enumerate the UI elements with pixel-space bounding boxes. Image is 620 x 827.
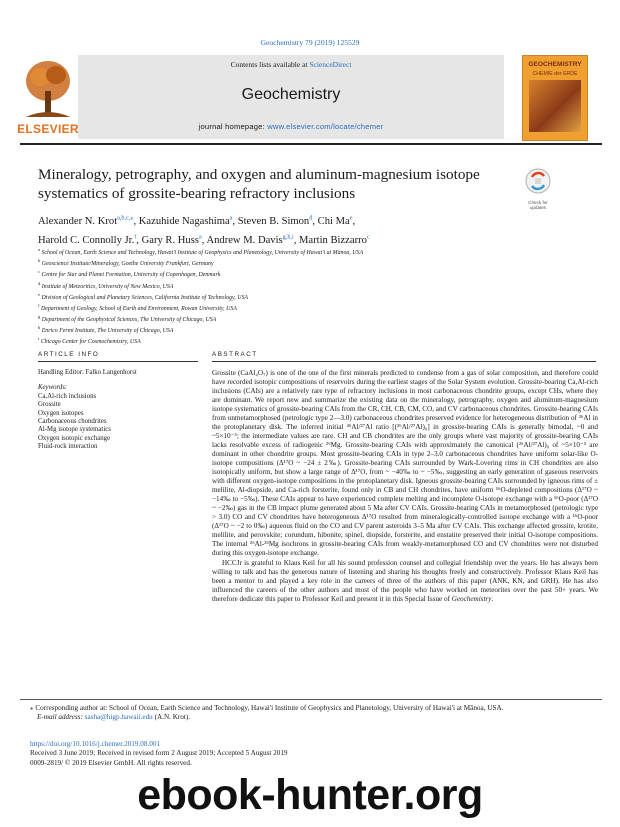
author[interactable]: Martin Bizzarro$^c$: [298, 233, 370, 247]
author[interactable]: Harold C. Connolly Jr.$^f$,: [38, 233, 142, 247]
email-link[interactable]: sasha@higp.hawaii.edu: [84, 713, 153, 722]
article-footer: [30, 740, 590, 768]
footnote-marker: ⁎: [30, 704, 34, 712]
author[interactable]: Andrew M. Davis$^{g,h,i}$,: [206, 233, 299, 247]
watermark: ebook-hunter.org: [137, 771, 483, 819]
badge-line-1: Check for: [528, 200, 548, 205]
article-title: Mineralogy, petrography, and oxygen and aluminum-magnesium isotope systematics of grossite-bearing refractory inclusions: [38, 166, 480, 202]
abstract-divider: [212, 361, 596, 362]
sciencedirect-link[interactable]: ScienceDirect: [309, 60, 352, 69]
affiliation: $^c$ Centre for Star and Planet Formation, University of Copenhagen, Denmark: [38, 269, 221, 279]
keyword: Carbonaceous chondrites: [38, 418, 107, 426]
contents-line: [78, 60, 504, 69]
cover-subtitle: CHEMIE der ERDE: [532, 71, 578, 77]
author[interactable]: Alexander N. Krot$^{a,b,c,⁎}$,: [38, 214, 139, 227]
email-line: E-mail address: sasha@higp.hawaii.edu (A.N. Krot).: [37, 713, 191, 722]
corresponding-author-footnote: [30, 704, 590, 723]
author[interactable]: Steven B. Simon$^d$,: [237, 214, 318, 227]
homepage-link[interactable]: www.elsevier.com/locate/chemer: [267, 122, 384, 131]
author[interactable]: Kazuhide Nagashima$^a$,: [138, 214, 238, 227]
dedication-paragraph: HCCJr is grateful to Klaus Keil for all his sound profession counsel and collegial friendship over the years. He has always been willing to talk and has the generous nature of listening and sharing his thoughts freely and constructively. Professor Klaus Keil has been a mentor to and played a key role in the careers of three of the authors of this paper (ANK, KN, and GRH). He has also influenced the careers of the other authors and most of the people who have worked on meteorites over the past 50+ years. We therefore dedicate this paper to Professor Keil and present it in this Special Issue of Geochemistry.: [212, 559, 598, 604]
contents-prefix: Contents lists available at: [230, 60, 310, 69]
corresponding-author-icon: ⁎: [130, 214, 134, 221]
keyword: Fluid-rock interaction: [38, 443, 98, 451]
elsevier-wordmark: ELSEVIER: [17, 122, 79, 136]
affiliation: $^g$ Department of the Geophysical Sciences, The University of Chicago, USA: [38, 314, 217, 323]
abstract-heading: ABSTRACT: [212, 351, 258, 358]
abstract-body: [212, 369, 598, 604]
keyword: Al-Mg isotope systematics: [38, 426, 111, 434]
header-divider: [20, 143, 602, 145]
author[interactable]: Gary R. Huss$^a$,: [141, 233, 207, 247]
abstract-paragraph: Grossite (CaAl₄O₇) is one of the one of the first minerals predicted to condense from a gas of solar composition, and therefore could have recorded isotopic compositions of reservoirs during the earliest stages of the Solar System evolution. Grossite-bearing Ca,Al-rich inclusions (CAIs) are a relatively rare type of refractory inclusions in most carbonaceous chondrite groups, except CHs, where they are dominant. We report new and summarize the existing data on the mineralogy, petrography, oxygen and aluminum-magnesium isotope systematics of grossite-bearing CAIs from the CR, CH, CB, CM, CO, and CV carbonaceous chondrites. Grossite-bearing CAIs from unmetamorphosed (petrologic type 2—3.0) carbonaceous chondrites preserved evidence for heterogeneous distribution of ²⁶Al in the protoplanetary disk. The inferred initial ²⁶Al/²⁷Al ratio [(²⁶Al/²⁷Al)₀] in grossite-bearing CAIs is generally bimodal, ~0 and ~5×10⁻⁵; the intermediate values are rare. CH and CB chondrites are the only groups where vast majority of grossite-bearing CAIs lacks resolvable excess of radiogenic ²⁶Mg. Grossite-bearing CAIs with approximately the canonical (²⁶Al/²⁷Al)₀ of ~5×10⁻⁵ are dominant in other chondrite groups. Most grossite-bearing CAIs in type 2–3.0 carbonaceous chondrites have uniform solar-like O-isotope compositions (Δ¹⁷O ~ −24 ± 2‰). Grossite-bearing CAIs surrounded by Wark-Lovering rims in CH chondrites are also isotopically uniform, but show a large range of Δ¹⁷O, from ~ −40‰ to ~ −5‰, suggesting an early generation of gaseous reservoirs with different oxygen-isotope compositions in the protoplanetary disk. Igneous grossite-bearing CAIs surrounded by igneous rims of ± melilite, Al-diopside, and Ca-rich forsterite, found only in CB and CH chondrites, have uniform ¹⁶O-depleted compositions (Δ¹⁷O ~ −14‰ to −5‰). These CAIs appear to have experienced complete melting and incomplete O-isotope exchange with a ¹⁶O-poor (Δ¹⁷O ~ −2‰) gas in the CB impact plume generated about 5 Ma after CV CAIs. Grossite-bearing CAIs in metamorphosed (petrologic type > 3.0) CO and CV chondrites have heterogeneous Δ¹⁷O resulted from mineralogically-controlled isotope exchange with a ¹⁶O-poor (Δ¹⁷O ~ −2 to 0‰) aqueous fluid on the CO and CV parent asteroids 3–5 Ma after CV CAIs. This exchange affected grossite, krotite, melilite, and perovskite; corundum, hibonite, spinel, diopside, forsterite, and enstatite preserved their initial O-isotope compositions. The internal ²⁶Al-²⁶Mg isochrons in grossite-bearing CAIs from weakly-metamorphosed CO and CV chondrites were not disturbed during this oxygen-isotope exchange.: [212, 369, 598, 558]
affiliation: $^f$ Department of Geology, School of Earth and Environment, Rowan University, USA: [38, 302, 237, 312]
copyright-line: 0009-2819/ © 2019 Elsevier GmbH. All rights reserved.: [30, 758, 192, 767]
homepage-prefix: journal homepage:: [198, 122, 268, 131]
affiliation: $^a$ School of Ocean, Earth Science and Technology, Hawai'i Institute of Geophysics and Planetology, University of Hawai'i at Mānoa, USA: [38, 247, 364, 256]
keyword: Ca,Al-rich inclusions: [38, 392, 97, 400]
check-for-updates-icon[interactable]: [524, 167, 552, 201]
doi-link[interactable]: https://doi.org/10.1016/j.chemer.2019.08.001: [30, 740, 161, 748]
keyword: Oxygen isotopic exchange: [38, 434, 111, 442]
article-info-divider: [38, 361, 198, 362]
keyword: Oxygen isotopes: [38, 409, 84, 417]
affiliation: $^b$ Geoscience Institute/Mineralogy, Goethe University Frankfurt, Germany: [38, 258, 214, 268]
author-list: [38, 210, 598, 249]
footnote-divider: [20, 699, 602, 700]
cover-image: [529, 80, 581, 132]
affiliation: $^d$ Institute of Meteoritics, University of New Mexico, USA: [38, 280, 174, 290]
check-for-updates-label[interactable]: [516, 200, 560, 211]
affiliation: $^e$ Division of Geological and Planetary Sciences, California Institute of Technology, USA: [38, 291, 249, 301]
keyword: Grossite: [38, 401, 61, 409]
article-info-heading: ARTICLE INFO: [38, 351, 100, 358]
affiliation: $^h$ Enrico Fermi Institute, The University of Chicago, USA: [38, 325, 174, 335]
journal-name: Geochemistry: [241, 86, 341, 103]
journal-reference[interactable]: Geochemistry 79 (2019) 125529: [260, 38, 360, 47]
journal-cover-thumbnail[interactable]: [522, 55, 588, 141]
handling-editor: Handling Editor: Falko Langenhorst: [38, 369, 137, 376]
article-dates: Received 3 June 2019; Received in revised form 2 August 2019; Accepted 5 August 2019: [30, 749, 288, 758]
affiliation-list: [38, 246, 598, 347]
journal-homepage-line: [78, 122, 504, 131]
article-info-panel: [38, 369, 198, 452]
correspondence-line: ⁎ Corresponding author at: School of Ocean, Earth Science and Technology, Hawai'i Institute of Geophysics and Planetology, University of Hawai'i at Mānoa, USA.: [30, 704, 504, 712]
keywords-label: Keywords:: [38, 384, 68, 392]
author[interactable]: Chi Ma$^e$,: [317, 214, 356, 227]
badge-line-2: updates: [529, 205, 547, 211]
cover-title: GEOCHEMISTRY: [528, 61, 582, 68]
affiliation: $^i$ Chicago Center for Cosmochemistry, USA: [38, 336, 141, 346]
